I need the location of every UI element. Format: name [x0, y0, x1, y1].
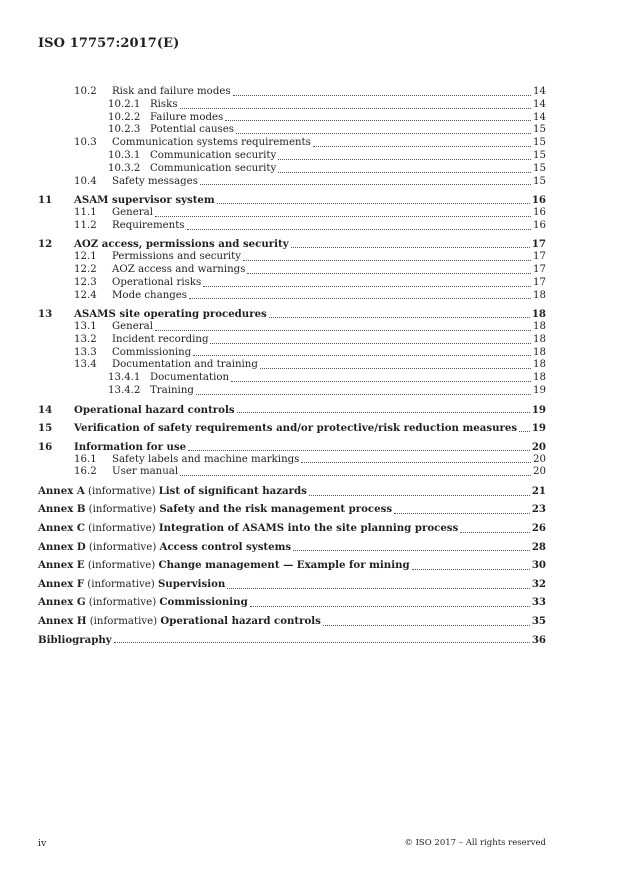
toc-annex-entry[interactable] — [38, 559, 546, 572]
toc-entry-title[interactable]: General — [112, 320, 153, 332]
toc-entry-number: 13.3 — [74, 346, 97, 358]
toc-entry[interactable] — [38, 466, 546, 479]
toc-entry-page[interactable]: 16 — [531, 194, 546, 207]
dot-leader — [519, 430, 530, 432]
toc-entry-title[interactable]: Documentation and training — [112, 359, 258, 371]
annex-note: (informative) — [84, 578, 158, 590]
toc-entry[interactable] — [38, 290, 546, 303]
annex-label: Annex H — [38, 615, 87, 628]
toc-entry-number: 11.1 — [74, 206, 97, 218]
toc-entry-number: 10.4 — [74, 175, 97, 187]
dot-leader — [155, 215, 531, 217]
toc-entry-title[interactable]: AOZ access and warnings — [112, 263, 246, 275]
annex-note: (informative) — [85, 541, 160, 553]
toc-entry[interactable] — [38, 207, 546, 220]
dot-leader — [188, 449, 530, 451]
toc-entry[interactable] — [38, 385, 546, 398]
dot-leader — [189, 297, 531, 299]
copyright-notice: © ISO 2017 – All rights reserved — [404, 838, 546, 848]
annex-note: (informative) — [85, 597, 160, 609]
dot-leader — [233, 94, 531, 96]
toc-entry-title[interactable]: Communication security — [150, 162, 277, 174]
annex-label: Annex A — [38, 484, 85, 497]
toc-entry-number: 11.2 — [74, 219, 97, 231]
toc-annex-entry[interactable] — [38, 596, 546, 609]
toc-entry-page[interactable]: 16 — [533, 219, 546, 231]
toc-entry-title[interactable]: Potential causes — [150, 124, 235, 136]
dot-leader — [196, 393, 531, 395]
toc-annex-entry[interactable] — [38, 485, 546, 498]
toc-entry-title[interactable]: Safety labels and machine markings — [112, 453, 300, 465]
toc-entry-number: 12.4 — [74, 289, 97, 301]
annex-note: (informative) — [84, 485, 159, 497]
toc-entry-page[interactable]: 33 — [531, 596, 546, 609]
toc-entry-page[interactable]: 32 — [531, 577, 546, 590]
toc-entry-page[interactable]: 23 — [531, 503, 546, 516]
toc-entry-page[interactable]: 20 — [533, 466, 546, 478]
toc-entry-page[interactable]: 18 — [531, 308, 546, 321]
dot-leader — [301, 461, 531, 463]
annex-label: Annex D — [38, 540, 86, 553]
toc-entry-number: 12.2 — [74, 263, 97, 275]
document-header: ISO 17757:2017(E) — [38, 36, 180, 51]
toc-entry[interactable] — [38, 176, 546, 189]
toc-entry-number: 10.2.2 — [108, 111, 141, 123]
toc-entry-page[interactable]: 19 — [533, 384, 546, 396]
dot-leader — [323, 624, 530, 626]
toc-entry-page[interactable]: 36 — [531, 633, 546, 646]
dot-leader — [114, 641, 530, 643]
toc-entry-title[interactable]: General — [112, 206, 153, 218]
dot-leader — [203, 285, 531, 287]
dot-leader — [236, 132, 531, 134]
toc-entry[interactable] — [38, 422, 546, 435]
toc-entry-page[interactable]: 14 — [533, 111, 546, 123]
toc-entry-title[interactable]: Access control systems — [159, 540, 292, 553]
toc-entry-page[interactable]: 20 — [531, 440, 546, 453]
annex-label: Annex E — [38, 559, 85, 572]
toc-entry-number: 13.1 — [74, 320, 97, 332]
toc-entry-title[interactable]: Supervision — [157, 577, 226, 590]
toc-entry[interactable] — [38, 124, 546, 137]
toc-entry-number: 10.3.2 — [108, 162, 141, 174]
toc-entry[interactable] — [38, 238, 546, 251]
toc-entry-title[interactable]: Change management — Example for mining — [158, 559, 410, 572]
dot-leader — [225, 119, 531, 121]
dot-leader — [394, 512, 530, 514]
dot-leader — [180, 107, 531, 109]
toc-entry-number: 10.2.3 — [108, 124, 141, 136]
toc-entry[interactable] — [38, 137, 546, 150]
toc-entry[interactable] — [38, 277, 546, 290]
toc-entry-title[interactable]: ASAM supervisor system — [74, 194, 215, 207]
toc-annex-entry[interactable] — [38, 503, 546, 516]
dot-leader — [193, 354, 531, 356]
toc-entry-number: 16 — [38, 440, 53, 453]
toc-entry[interactable] — [38, 264, 546, 277]
toc-annex-entry[interactable] — [38, 615, 546, 628]
toc-entry-page[interactable]: 18 — [533, 372, 546, 384]
dot-leader — [247, 272, 531, 274]
toc-entry-title[interactable]: Risks — [150, 98, 178, 110]
toc-entry-title[interactable]: Requirements — [112, 219, 185, 231]
toc-entry-title[interactable]: Safety messages — [112, 175, 198, 187]
table-of-contents — [38, 86, 546, 646]
annex-note: (informative) — [84, 560, 159, 572]
toc-entry[interactable] — [38, 321, 546, 334]
annex-label: Annex F — [38, 577, 85, 590]
toc-entry-page[interactable]: 18 — [533, 320, 546, 332]
toc-entry-title[interactable]: Operational hazard controls — [74, 403, 235, 416]
toc-entry[interactable] — [38, 220, 546, 233]
toc-entry-page[interactable]: 15 — [533, 137, 546, 149]
toc-entry-title[interactable]: List of significant hazards — [158, 484, 307, 497]
toc-entry-page[interactable]: 35 — [531, 615, 546, 628]
toc-entry-number: 15 — [38, 422, 53, 435]
toc-entry-number: 11 — [38, 194, 53, 207]
toc-entry-title[interactable]: Commissioning — [159, 596, 248, 609]
toc-entry-page[interactable]: 21 — [531, 484, 546, 497]
toc-entry-title[interactable]: ASAMS site operating procedures — [74, 308, 267, 321]
annex-note: (informative) — [85, 504, 160, 516]
toc-entry-number: 13.4 — [74, 359, 97, 371]
toc-entry[interactable] — [38, 99, 546, 112]
dot-leader — [210, 342, 531, 344]
toc-entry-page[interactable]: 15 — [533, 175, 546, 187]
toc-entry-page[interactable]: 15 — [533, 124, 546, 136]
dot-leader — [250, 605, 530, 607]
toc-entry-title[interactable]: Bibliography — [38, 633, 112, 646]
toc-entry[interactable] — [38, 112, 546, 125]
toc-entry-page[interactable]: 17 — [533, 251, 546, 263]
annex-note: (informative) — [86, 616, 161, 628]
annex-note: (informative) — [84, 523, 159, 535]
toc-entry-page[interactable]: 18 — [533, 359, 546, 371]
toc-entry-page[interactable]: 18 — [533, 289, 546, 301]
toc-entry[interactable] — [38, 372, 546, 385]
toc-entry-number: 13 — [38, 308, 53, 321]
toc-entry-page[interactable]: 15 — [533, 162, 546, 174]
dot-leader — [460, 531, 530, 533]
dot-leader — [269, 316, 530, 318]
toc-entry[interactable] — [38, 334, 546, 347]
toc-entry-page[interactable]: 15 — [533, 149, 546, 161]
toc-entry-title[interactable]: Failure modes — [150, 111, 224, 123]
toc-entry[interactable] — [38, 251, 546, 264]
annex-label: Annex B — [38, 503, 86, 516]
toc-entry[interactable] — [38, 194, 546, 207]
toc-entry-title[interactable]: Permissions and security — [112, 251, 241, 263]
dot-leader — [187, 228, 532, 230]
dot-leader — [217, 202, 530, 204]
toc-entry-title[interactable]: Integration of ASAMS into the site planning process — [158, 522, 459, 535]
toc-entry[interactable] — [38, 86, 546, 99]
toc-entry-page[interactable]: 19 — [531, 403, 546, 416]
dot-leader — [293, 549, 530, 551]
toc-entry-number: 13.2 — [74, 333, 97, 345]
toc-entry-page[interactable]: 18 — [533, 333, 546, 345]
toc-entry-title[interactable]: Verification of safety requirements and/or protective/risk reduction measures — [74, 422, 518, 435]
toc-entry-title[interactable]: Mode changes — [112, 289, 188, 301]
toc-entry-title[interactable]: Safety and the risk management process — [159, 503, 393, 516]
page-number: iv — [38, 838, 47, 849]
toc-entry[interactable] — [38, 454, 546, 467]
toc-entry-number: 13.4.1 — [108, 372, 141, 384]
toc-entry-page[interactable]: 19 — [531, 422, 546, 435]
annex-label: Annex G — [38, 596, 86, 609]
toc-entry-title[interactable]: Risk and failure modes — [112, 86, 231, 97]
toc-entry-page[interactable]: 16 — [533, 206, 546, 218]
toc-entry-number: 13.4.2 — [108, 384, 141, 396]
toc-entry-title[interactable]: Incident recording — [112, 333, 209, 345]
toc-entry-page[interactable]: 20 — [533, 453, 546, 465]
toc-entry-page[interactable]: 30 — [531, 559, 546, 572]
toc-entry-page[interactable]: 28 — [531, 540, 546, 553]
toc-annex-entry[interactable] — [38, 634, 546, 647]
toc-entry[interactable] — [38, 308, 546, 321]
toc-entry-number: 16.1 — [74, 453, 97, 465]
toc-entry[interactable] — [38, 441, 546, 454]
toc-entry-title[interactable]: Operational risks — [112, 276, 202, 288]
dot-leader — [227, 587, 530, 589]
toc-entry-number: 10.2.1 — [108, 98, 141, 110]
dot-leader — [155, 329, 531, 331]
annex-label: Annex C — [38, 522, 85, 535]
toc-entry-title[interactable]: User manual — [112, 466, 179, 478]
toc-entry-title[interactable]: AOZ access, permissions and security — [74, 238, 289, 251]
toc-entry-number: 12.3 — [74, 276, 97, 288]
toc-entry-page[interactable]: 14 — [533, 98, 546, 110]
toc-entry[interactable] — [38, 347, 546, 360]
toc-entry-title[interactable]: Operational hazard controls — [160, 615, 321, 628]
dot-leader — [260, 367, 531, 369]
dot-leader — [200, 183, 531, 185]
dot-leader — [231, 380, 531, 382]
toc-entry-title[interactable]: Training — [150, 384, 194, 396]
dot-leader — [412, 568, 530, 570]
dot-leader — [291, 246, 530, 248]
toc-annex-entry[interactable] — [38, 541, 546, 554]
toc-entry-number: 14 — [38, 403, 53, 416]
toc-entry[interactable] — [38, 163, 546, 176]
toc-entry-number: 12 — [38, 238, 53, 251]
dot-leader — [243, 259, 531, 261]
toc-entry-title[interactable]: Communication systems requirements — [112, 137, 311, 149]
toc-entry-page[interactable]: 17 — [533, 263, 546, 275]
toc-entry-number: 10.3 — [74, 137, 97, 149]
toc-entry-title[interactable]: Communication security — [150, 149, 277, 161]
toc-entry-number: 10.2 — [74, 86, 97, 97]
dot-leader — [180, 474, 531, 476]
dot-leader — [278, 171, 531, 173]
dot-leader — [237, 411, 530, 413]
toc-annex-entry[interactable] — [38, 578, 546, 591]
toc-entry-number: 12.1 — [74, 251, 97, 263]
toc-entry-page[interactable]: 17 — [531, 238, 546, 251]
toc-entry-title[interactable]: Commissioning — [112, 346, 192, 358]
dot-leader — [313, 145, 531, 147]
toc-entry[interactable] — [38, 150, 546, 163]
toc-entry-page[interactable]: 14 — [533, 86, 546, 97]
toc-entry-page[interactable]: 17 — [533, 276, 546, 288]
toc-entry-title[interactable]: Information for use — [74, 440, 187, 453]
toc-annex-entry[interactable] — [38, 522, 546, 535]
toc-entry-number: 16.2 — [74, 466, 97, 478]
toc-entry[interactable] — [38, 359, 546, 372]
toc-entry-page[interactable]: 26 — [531, 522, 546, 535]
dot-leader — [278, 158, 531, 160]
toc-entry[interactable] — [38, 404, 546, 417]
dot-leader — [309, 494, 530, 496]
toc-entry-title[interactable]: Documentation — [150, 372, 230, 384]
toc-entry-number: 10.3.1 — [108, 149, 141, 161]
toc-entry-page[interactable]: 18 — [533, 346, 546, 358]
